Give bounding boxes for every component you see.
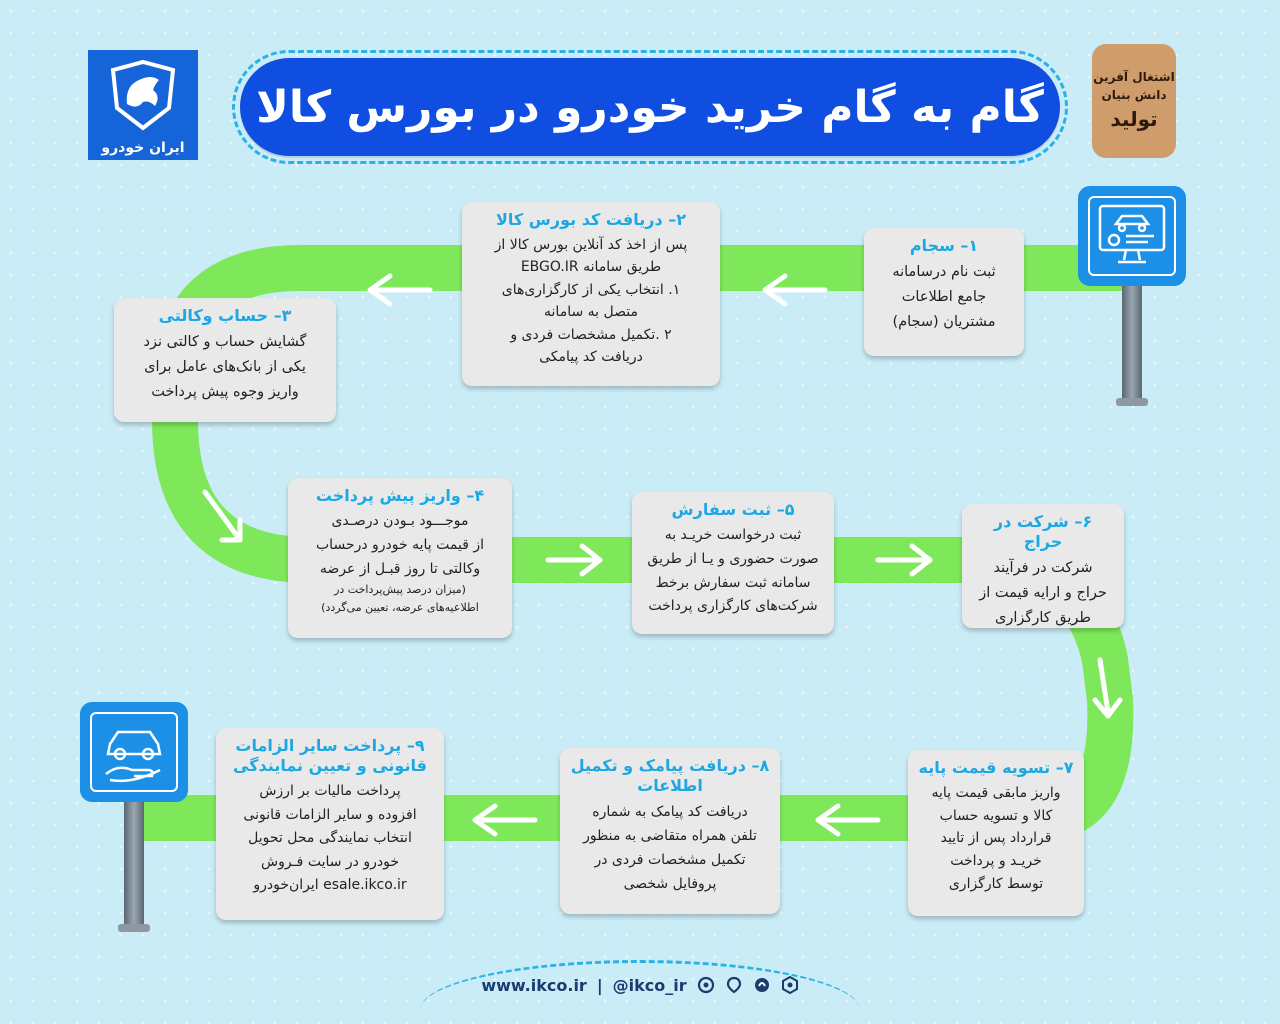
step-body-4: موجـــود بـودن درصـدی از قیمت پایه خودرو درحساب وکالتی تا روز قبـل از عرضه (316, 513, 484, 577)
step-card-7 (908, 750, 1084, 916)
step-title-5: ۵– ثبت سفارش (671, 500, 795, 519)
step-card-6 (962, 504, 1124, 628)
step-note-4: (میزان درصد پیش‌پرداخت در اطلاعیه‌های عرضه، تعیین می‌گردد) (321, 583, 479, 614)
seal-line-2: دانش بنیان (1101, 88, 1167, 102)
end-sign (80, 702, 188, 802)
step-body-8: دریافت کد پیامک به شماره تلفن همراه متقاضی به منظور تکمیل مشخصات فردی در پروفایل شخصی (583, 804, 757, 893)
ikco-logo (88, 50, 198, 160)
step-title-1: ۱– سجام (909, 236, 979, 255)
step-body-1: ثبت نام درسامانه جامع اطلاعات مشتریان (سجام) (892, 264, 996, 330)
step-title-3: ۳– حساب وکالتی (158, 306, 292, 325)
step-title-7: ۷– تسویه قیمت پایه (918, 758, 1074, 777)
monitor-car-icon (1096, 202, 1168, 270)
horse-emblem-icon (103, 56, 183, 136)
step-card-5 (632, 492, 834, 634)
step-card-1 (864, 228, 1024, 356)
seal-line-3: تولید (1110, 107, 1158, 131)
step-title-6: ۶– شرکت در حراج (993, 512, 1093, 551)
car-delivery-hand-icon (98, 718, 170, 786)
page-title: گام به گام خرید خودرو در بورس کالا (240, 58, 1060, 156)
step-body-9: پرداخت مالیات بر ارزش افزوده و سایر الزامات قانونی انتخاب نمایندگی محل تحویل خودرو در سایت فـروش esale.ikco.ir ایران‌خودرو (243, 783, 417, 894)
end-sign-pole (124, 794, 144, 928)
end-sign-pole-base (118, 924, 150, 932)
step-body-7: واریز مابقی قیمت پایه کالا و تسویه حساب قرارداد پس از تایید خریـد و پرداخت توسط کارگزاری (931, 785, 1061, 892)
footer-website-link[interactable]: www.ikco.ir (481, 975, 587, 995)
brand-wordmark: ایران خودرو (101, 140, 185, 156)
step-body-5: ثبت درخواست خریـد به صورت حضوری و یـا از طریق سامانه ثبت سفارش برخط شرکت‌های کارگزاری پرداخت (647, 527, 819, 615)
soroush-icon[interactable] (753, 976, 771, 994)
step-title-4: ۴– واریز پیش پرداخت (315, 486, 485, 505)
step-card-4 (288, 478, 512, 638)
step-title-9: ۹– پرداخت سایر الزامات قانونی و تعیین نمایندگی (233, 736, 427, 775)
step-card-2 (462, 202, 720, 386)
step-body-2: پس از اخذ کد آنلاین بورس کالا از طریق سامانه EBGO.IR ۱. انتخاب یکی از کارگزاری‌های متصل به سامانه ۲ .تکمیل مشخصات فردی و دریافت کد پیامکی (494, 237, 688, 365)
footer-social-handle[interactable]: @ikco_ir (612, 975, 687, 995)
footer-separator: | (596, 975, 603, 995)
start-sign (1078, 186, 1186, 286)
bale-icon[interactable] (725, 976, 743, 994)
step-card-8 (560, 748, 780, 914)
step-body-6: شرکت در فرآیند حراج و ارایه قیمت از طریق کارگزاری (979, 560, 1107, 626)
step-card-9 (216, 728, 444, 920)
step-card-3 (114, 298, 336, 422)
step-title-2: ۲– دریافت کد بورس کالا (496, 210, 686, 229)
step-title-8: ۸– دریافت پیامک و تکمیل اطلاعات (570, 756, 770, 795)
seal-line-1: اشتغال آفرین (1093, 70, 1175, 84)
start-sign-pole (1122, 280, 1142, 402)
production-seal (1092, 44, 1176, 158)
step-body-3: گشایش حساب و کالتی نزد یکی از بانک‌های عامل برای واریز وجوه پیش پرداخت (143, 334, 307, 400)
rubika-icon[interactable] (781, 976, 799, 994)
footer-bar (460, 962, 820, 1008)
start-sign-pole-base (1116, 398, 1148, 406)
eitaa-icon[interactable] (697, 976, 715, 994)
